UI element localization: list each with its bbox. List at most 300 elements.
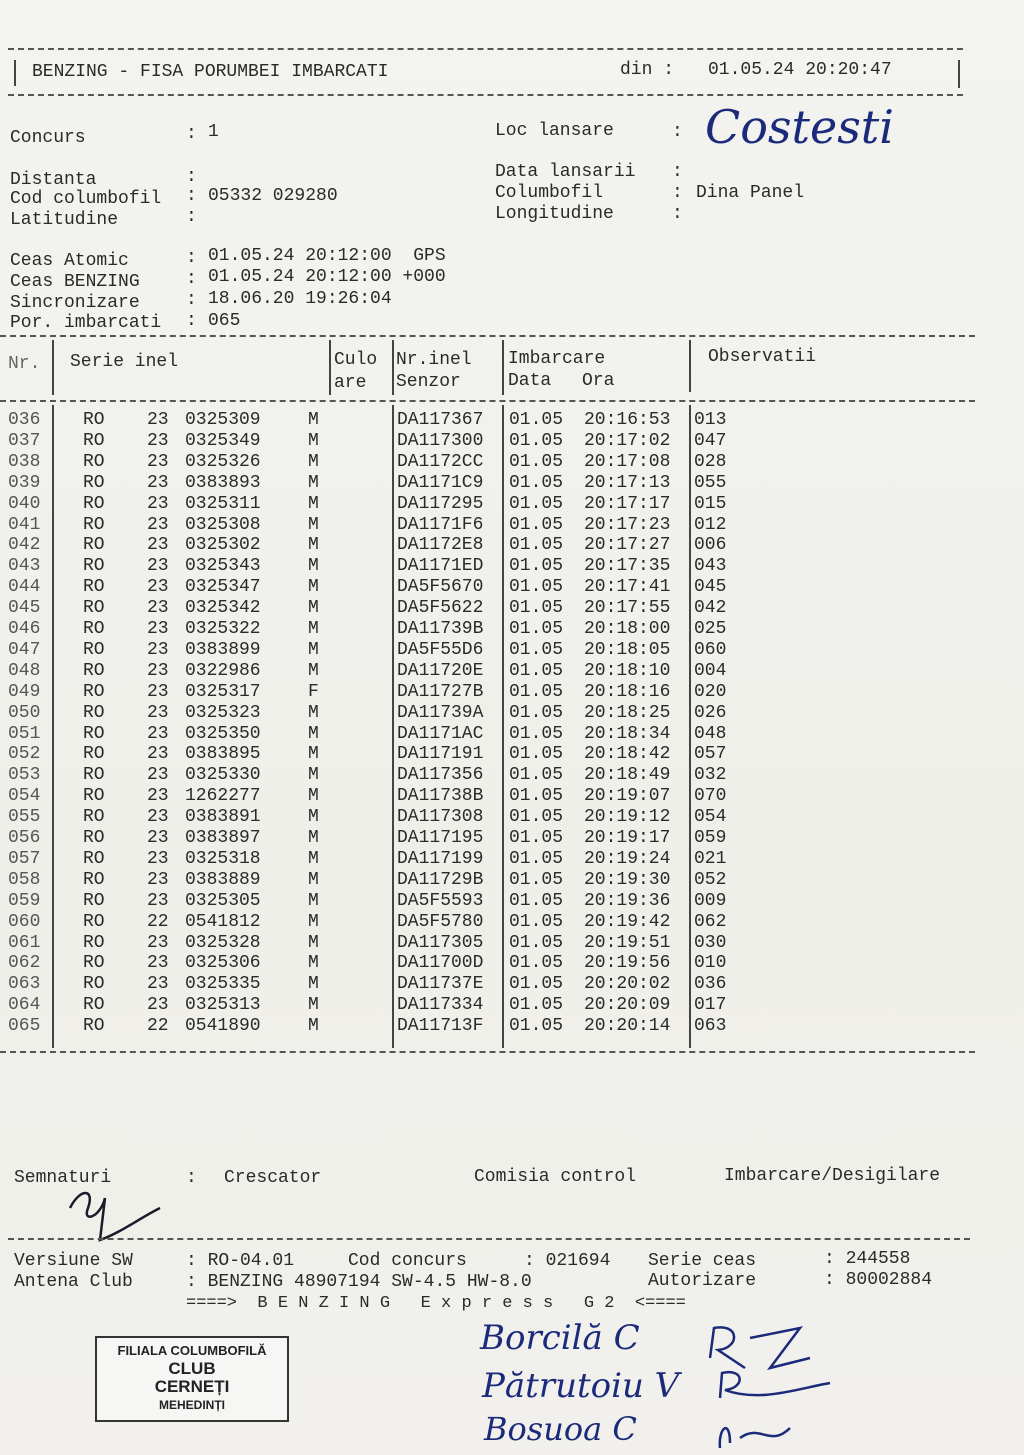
- row-sex: M: [308, 556, 319, 577]
- row-sex: M: [308, 953, 319, 974]
- stamp-line-4: MEHEDINȚI: [159, 1398, 225, 1412]
- row-country: RO: [83, 974, 105, 995]
- row-senzor: DA117334: [397, 995, 484, 1016]
- row-data: 01.05: [509, 430, 564, 451]
- row-observatii: 021: [694, 848, 727, 869]
- row-ring: 0325305: [185, 890, 261, 911]
- row-country: RO: [83, 660, 105, 681]
- row-senzor: DA1171C9: [397, 472, 484, 493]
- antena-value: : BENZING 48907194 SW-4.5 HW-8.0: [186, 1272, 532, 1292]
- row-senzor: DA11729B: [397, 869, 484, 890]
- imbarcare-desigilare-label: Imbarcare/Desigilare: [724, 1166, 941, 1186]
- row-country: RO: [83, 807, 105, 828]
- row-ring: 0383891: [185, 807, 261, 828]
- row-country: RO: [83, 702, 105, 723]
- row-senzor: DA117295: [397, 493, 484, 514]
- row-country: RO: [83, 932, 105, 953]
- serie-ceas-label: Serie ceas: [648, 1251, 757, 1271]
- row-observatii: 048: [694, 723, 727, 744]
- row-observatii: 070: [694, 786, 727, 807]
- row-data: 01.05: [509, 890, 564, 911]
- distanta-sep: :: [186, 167, 197, 187]
- row-data: 01.05: [509, 681, 564, 702]
- row-data: 01.05: [509, 911, 564, 932]
- document-title: BENZING - FISA PORUMBEI IMBARCATI: [32, 62, 389, 82]
- cod-columbofil-sep: :: [186, 186, 197, 206]
- distanta-label: Distanta: [10, 170, 97, 190]
- col-header-nrinel-1: Nr.inel: [396, 350, 472, 370]
- row-observatii: 006: [694, 535, 727, 556]
- row-sex: M: [308, 911, 319, 932]
- row-ora: 20:17:23: [584, 514, 671, 535]
- row-year: 23: [147, 807, 169, 828]
- row-ring: 0383897: [185, 828, 261, 848]
- row-country: RO: [83, 786, 105, 807]
- row-observatii: 004: [694, 660, 727, 681]
- col-header-ora: Ora: [582, 371, 615, 391]
- row-ora: 20:18:42: [584, 744, 671, 765]
- row-ring: 0325328: [185, 932, 261, 953]
- row-data: 01.05: [509, 577, 564, 598]
- latitudine-label: Latitudine: [10, 210, 119, 230]
- row-sex: M: [308, 744, 319, 765]
- ceas-benzing-label: Ceas BENZING: [10, 272, 140, 292]
- row-ora: 20:19:24: [584, 848, 671, 869]
- semnaturi-sep: :: [186, 1168, 197, 1188]
- row-observatii: 030: [694, 932, 727, 953]
- row-ora: 20:20:02: [584, 974, 671, 995]
- row-ora: 20:18:10: [584, 660, 671, 681]
- concurs-value: 1: [208, 122, 219, 142]
- row-senzor: DA117367: [397, 410, 484, 430]
- row-data: 01.05: [509, 598, 564, 619]
- cod-concurs-value: : 021694: [524, 1251, 611, 1271]
- serie-ceas-value: : 244558: [824, 1249, 911, 1269]
- row-data: 01.05: [509, 807, 564, 828]
- row-observatii: 047: [694, 430, 727, 451]
- row-observatii: 043: [694, 556, 727, 577]
- row-data: 01.05: [509, 1016, 564, 1037]
- row-ora: 20:17:08: [584, 451, 671, 472]
- row-nr: 049: [8, 681, 41, 702]
- row-observatii: 015: [694, 493, 727, 514]
- row-data: 01.05: [509, 702, 564, 723]
- row-observatii: 052: [694, 869, 727, 890]
- row-nr: 045: [8, 598, 41, 619]
- row-observatii: 013: [694, 410, 727, 430]
- col-divider-1: [52, 340, 54, 395]
- row-ring: 0325347: [185, 577, 261, 598]
- row-ring: 0383899: [185, 639, 261, 660]
- row-ora: 20:17:17: [584, 493, 671, 514]
- cod-concurs-label: Cod concurs: [348, 1251, 467, 1271]
- row-data: 01.05: [509, 765, 564, 786]
- row-senzor: DA5F5780: [397, 911, 484, 932]
- row-sex: M: [308, 869, 319, 890]
- row-nr: 059: [8, 890, 41, 911]
- row-nr: 065: [8, 1016, 41, 1037]
- row-sex: M: [308, 702, 319, 723]
- row-year: 23: [147, 556, 169, 577]
- row-nr: 046: [8, 619, 41, 639]
- row-ring: 0325302: [185, 535, 261, 556]
- row-observatii: 012: [694, 514, 727, 535]
- loc-lansare-label: Loc lansare: [495, 121, 614, 141]
- row-country: RO: [83, 911, 105, 932]
- row-year: 23: [147, 723, 169, 744]
- columbofil-sep: :: [672, 183, 683, 203]
- stamp-line-2: CLUB: [168, 1359, 216, 1378]
- body-divider-3: [392, 405, 394, 1048]
- row-ora: 20:17:41: [584, 577, 671, 598]
- row-ring: 0325350: [185, 723, 261, 744]
- din-value: 01.05.24 20:20:47: [708, 60, 892, 80]
- row-ring: 0322986: [185, 660, 261, 681]
- row-ring: 0325322: [185, 619, 261, 639]
- por-imbarcati-sep: :: [186, 311, 197, 331]
- row-year: 23: [147, 828, 169, 848]
- row-sex: M: [308, 535, 319, 556]
- data-lansarii-sep: :: [672, 162, 683, 182]
- row-country: RO: [83, 472, 105, 493]
- header-right-border: [958, 60, 960, 88]
- row-sex: M: [308, 577, 319, 598]
- por-imbarcati-label: Por. imbarcati: [10, 313, 162, 333]
- concurs-sep: :: [186, 124, 197, 144]
- row-senzor: DA11739B: [397, 619, 484, 639]
- row-ring: 0325317: [185, 681, 261, 702]
- row-nr: 056: [8, 828, 41, 848]
- row-year: 23: [147, 744, 169, 765]
- row-country: RO: [83, 744, 105, 765]
- commission-signatures: [700, 1318, 840, 1455]
- row-senzor: DA1171AC: [397, 723, 484, 744]
- sincronizare-label: Sincronizare: [10, 293, 140, 313]
- cod-columbofil-value: 05332 029280: [208, 186, 338, 206]
- row-sex: M: [308, 765, 319, 786]
- col-divider-5: [689, 340, 691, 392]
- handwritten-name-1: Borcilă C: [480, 1318, 640, 1358]
- row-nr: 064: [8, 995, 41, 1016]
- row-country: RO: [83, 598, 105, 619]
- row-ring: 0325313: [185, 995, 261, 1016]
- row-nr: 038: [8, 451, 41, 472]
- benzing-express-banner: ====> B E N Z I N G E x p r e s s G 2 <====: [186, 1294, 686, 1313]
- col-header-serie: Serie inel: [70, 352, 179, 372]
- body-divider-5: [689, 405, 691, 1048]
- row-ring: 0541812: [185, 911, 261, 932]
- row-country: RO: [83, 493, 105, 514]
- longitudine-sep: :: [672, 204, 683, 224]
- longitudine-label: Longitudine: [495, 204, 614, 224]
- ceas-atomic-value: 01.05.24 20:12:00 GPS: [208, 246, 446, 266]
- row-ora: 20:18:34: [584, 723, 671, 744]
- row-ora: 20:18:00: [584, 619, 671, 639]
- ceas-benzing-sep: :: [186, 269, 197, 289]
- row-ring: 0325311: [185, 493, 261, 514]
- row-ring: 0325343: [185, 556, 261, 577]
- body-divider-4: [502, 405, 504, 1048]
- row-senzor: DA1171ED: [397, 556, 484, 577]
- row-ring: 0325323: [185, 702, 261, 723]
- row-country: RO: [83, 953, 105, 974]
- loc-lansare-handwritten: Costesti: [705, 100, 895, 154]
- row-ora: 20:17:27: [584, 535, 671, 556]
- row-ora: 20:18:05: [584, 639, 671, 660]
- row-observatii: 057: [694, 744, 727, 765]
- row-year: 23: [147, 786, 169, 807]
- row-year: 23: [147, 702, 169, 723]
- row-year: 22: [147, 911, 169, 932]
- row-country: RO: [83, 890, 105, 911]
- row-nr: 051: [8, 723, 41, 744]
- row-year: 23: [147, 577, 169, 598]
- columbofil-label: Columbofil: [495, 183, 604, 203]
- row-year: 23: [147, 869, 169, 890]
- row-senzor: DA11739A: [397, 702, 484, 723]
- row-senzor: DA1172E8: [397, 535, 484, 556]
- footer-top-border: [8, 1238, 970, 1240]
- col-divider-2: [329, 340, 331, 395]
- row-sex: M: [308, 451, 319, 472]
- col-header-culoare-2: are: [334, 373, 367, 393]
- row-data: 01.05: [509, 828, 564, 848]
- row-senzor: DA117305: [397, 932, 484, 953]
- row-ring: 0325330: [185, 765, 261, 786]
- row-senzor: DA11727B: [397, 681, 484, 702]
- row-ora: 20:19:17: [584, 828, 671, 848]
- row-country: RO: [83, 723, 105, 744]
- row-sex: M: [308, 932, 319, 953]
- row-year: 23: [147, 974, 169, 995]
- row-senzor: DA1172CC: [397, 451, 484, 472]
- row-observatii: 020: [694, 681, 727, 702]
- row-observatii: 045: [694, 577, 727, 598]
- row-data: 01.05: [509, 514, 564, 535]
- row-nr: 053: [8, 765, 41, 786]
- row-data: 01.05: [509, 869, 564, 890]
- row-senzor: DA117356: [397, 765, 484, 786]
- row-year: 23: [147, 848, 169, 869]
- row-senzor: DA5F5670: [397, 577, 484, 598]
- row-ring: 0325335: [185, 974, 261, 995]
- row-country: RO: [83, 639, 105, 660]
- row-senzor: DA5F5593: [397, 890, 484, 911]
- header-left-border: [14, 60, 16, 86]
- row-ring: 0383893: [185, 472, 261, 493]
- row-ora: 20:18:49: [584, 765, 671, 786]
- col-header-nrinel-2: Senzor: [396, 372, 461, 392]
- row-senzor: DA11720E: [397, 660, 484, 681]
- row-ring: 0325349: [185, 430, 261, 451]
- table-header-bottom-border: [0, 400, 975, 402]
- row-ora: 20:19:56: [584, 953, 671, 974]
- sincronizare-sep: :: [186, 290, 197, 310]
- row-ora: 20:19:42: [584, 911, 671, 932]
- row-observatii: 062: [694, 911, 727, 932]
- row-senzor: DA117308: [397, 807, 484, 828]
- row-country: RO: [83, 410, 105, 430]
- row-observatii: 032: [694, 765, 727, 786]
- row-sex: F: [308, 681, 319, 702]
- row-sex: M: [308, 848, 319, 869]
- row-senzor: DA5F5622: [397, 598, 484, 619]
- row-year: 23: [147, 932, 169, 953]
- sincronizare-value: 18.06.20 19:26:04: [208, 289, 392, 309]
- col-header-observatii: Observatii: [708, 347, 817, 367]
- row-sex: M: [308, 995, 319, 1016]
- row-nr: 039: [8, 472, 41, 493]
- row-sex: M: [308, 514, 319, 535]
- row-ring: 0541890: [185, 1016, 261, 1037]
- club-stamp: [95, 1336, 289, 1422]
- row-nr: 044: [8, 577, 41, 598]
- row-year: 23: [147, 660, 169, 681]
- crescator-label: Crescator: [224, 1168, 322, 1188]
- row-ora: 20:20:09: [584, 995, 671, 1016]
- row-observatii: 063: [694, 1016, 727, 1037]
- row-year: 23: [147, 995, 169, 1016]
- row-observatii: 025: [694, 619, 727, 639]
- row-sex: M: [308, 974, 319, 995]
- row-data: 01.05: [509, 932, 564, 953]
- row-senzor: DA5F55D6: [397, 639, 484, 660]
- row-ora: 20:17:02: [584, 430, 671, 451]
- row-nr: 052: [8, 744, 41, 765]
- body-divider-1: [52, 405, 54, 1048]
- row-data: 01.05: [509, 974, 564, 995]
- row-data: 01.05: [509, 660, 564, 681]
- row-country: RO: [83, 535, 105, 556]
- por-imbarcati-value: 065: [208, 311, 241, 331]
- row-sex: M: [308, 1016, 319, 1037]
- row-sex: M: [308, 472, 319, 493]
- row-nr: 060: [8, 911, 41, 932]
- row-senzor: DA117300: [397, 430, 484, 451]
- row-country: RO: [83, 848, 105, 869]
- row-senzor: DA117199: [397, 848, 484, 869]
- row-data: 01.05: [509, 723, 564, 744]
- antena-label: Antena Club: [14, 1272, 133, 1292]
- row-ring: 1262277: [185, 786, 261, 807]
- row-observatii: 026: [694, 702, 727, 723]
- row-ora: 20:16:53: [584, 410, 671, 430]
- row-country: RO: [83, 828, 105, 848]
- row-ora: 20:18:16: [584, 681, 671, 702]
- row-ring: 0325309: [185, 410, 261, 430]
- row-year: 23: [147, 514, 169, 535]
- row-sex: M: [308, 639, 319, 660]
- row-ora: 20:17:13: [584, 472, 671, 493]
- row-nr: 047: [8, 639, 41, 660]
- col-header-culoare-1: Culo: [334, 350, 378, 370]
- table-bottom-border: [0, 1051, 975, 1053]
- row-data: 01.05: [509, 639, 564, 660]
- concurs-label: Concurs: [10, 128, 86, 148]
- row-year: 23: [147, 681, 169, 702]
- row-ora: 20:17:35: [584, 556, 671, 577]
- row-nr: 043: [8, 556, 41, 577]
- row-observatii: 042: [694, 598, 727, 619]
- row-sex: M: [308, 890, 319, 911]
- row-nr: 057: [8, 848, 41, 869]
- row-nr: 055: [8, 807, 41, 828]
- row-country: RO: [83, 995, 105, 1016]
- row-year: 23: [147, 890, 169, 911]
- row-nr: 050: [8, 702, 41, 723]
- row-year: 23: [147, 765, 169, 786]
- row-observatii: 009: [694, 890, 727, 911]
- row-data: 01.05: [509, 410, 564, 430]
- row-data: 01.05: [509, 556, 564, 577]
- row-nr: 041: [8, 514, 41, 535]
- row-country: RO: [83, 430, 105, 451]
- row-senzor: DA11700D: [397, 953, 484, 974]
- row-sex: M: [308, 807, 319, 828]
- row-data: 01.05: [509, 953, 564, 974]
- row-observatii: 036: [694, 974, 727, 995]
- row-senzor: DA117191: [397, 744, 484, 765]
- row-nr: 062: [8, 953, 41, 974]
- row-year: 23: [147, 451, 169, 472]
- row-year: 23: [147, 410, 169, 430]
- row-year: 23: [147, 472, 169, 493]
- row-ring: 0325308: [185, 514, 261, 535]
- row-nr: 037: [8, 430, 41, 451]
- row-ora: 20:19:12: [584, 807, 671, 828]
- row-country: RO: [83, 619, 105, 639]
- din-label: din :: [620, 60, 675, 80]
- col-header-nr: Nr.: [8, 354, 41, 374]
- row-country: RO: [83, 451, 105, 472]
- row-sex: M: [308, 598, 319, 619]
- row-senzor: DA1171F6: [397, 514, 484, 535]
- row-data: 01.05: [509, 786, 564, 807]
- row-ora: 20:20:14: [584, 1016, 671, 1037]
- latitudine-sep: :: [186, 207, 197, 227]
- ceas-atomic-label: Ceas Atomic: [10, 251, 129, 271]
- row-ring: 0383895: [185, 744, 261, 765]
- col-header-imbarcare: Imbarcare: [508, 349, 606, 369]
- stamp-line-3: CERNEȚI: [154, 1377, 230, 1396]
- row-sex: M: [308, 619, 319, 639]
- row-year: 23: [147, 493, 169, 514]
- row-year: 23: [147, 430, 169, 451]
- row-observatii: 017: [694, 995, 727, 1016]
- row-observatii: 055: [694, 472, 727, 493]
- row-ora: 20:19:36: [584, 890, 671, 911]
- loc-lansare-sep: :: [672, 122, 683, 142]
- row-nr: 058: [8, 869, 41, 890]
- row-data: 01.05: [509, 744, 564, 765]
- row-nr: 048: [8, 660, 41, 681]
- col-divider-3: [392, 340, 394, 395]
- autorizare-label: Autorizare: [648, 1271, 757, 1291]
- row-ora: 20:17:55: [584, 598, 671, 619]
- versiune-label: Versiune SW: [14, 1251, 133, 1271]
- row-data: 01.05: [509, 493, 564, 514]
- row-data: 01.05: [509, 995, 564, 1016]
- row-data: 01.05: [509, 535, 564, 556]
- header-top-border: [8, 48, 963, 50]
- row-ring: 0325326: [185, 451, 261, 472]
- row-sex: M: [308, 430, 319, 451]
- row-sex: M: [308, 660, 319, 681]
- row-nr: 036: [8, 410, 41, 430]
- row-year: 23: [147, 535, 169, 556]
- row-ring: 0325318: [185, 848, 261, 869]
- row-year: 23: [147, 598, 169, 619]
